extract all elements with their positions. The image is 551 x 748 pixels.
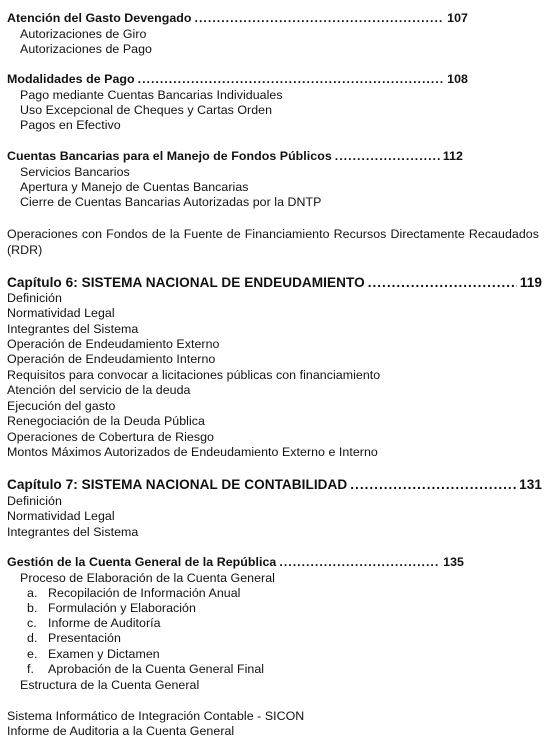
list-item-text: Aprobación de la Cuenta General Final [48, 662, 265, 676]
leader-dots [138, 72, 445, 87]
toc-subitem[interactable]: Definición [7, 291, 62, 305]
toc-subitem[interactable]: Pagos en Efectivo [20, 118, 121, 132]
toc-subitem[interactable]: Servicios Bancarios [20, 165, 130, 179]
toc-subitem[interactable]: Normatividad Legal [7, 306, 115, 320]
toc-entry-title: Atención del Gasto Devengado [7, 11, 192, 25]
toc-subitem[interactable]: Proceso de Elaboración de la Cuenta General [20, 571, 275, 585]
leader-dots [195, 11, 445, 26]
list-item-text: Presentación [48, 631, 121, 645]
toc-entry-title: Gestión de la Cuenta General de la República [7, 555, 277, 569]
toc-subitem[interactable]: Operación de Endeudamiento Interno [7, 352, 216, 366]
toc-subitem[interactable]: Autorizaciones de Pago [20, 42, 152, 56]
toc-entry-title: Cuentas Bancarias para el Manejo de Fondos Públicos [7, 149, 332, 163]
chapter-page-number: 131 [519, 477, 542, 492]
list-item-b[interactable] [27, 601, 196, 616]
chapter-title: Capítulo 7: SISTEMA NACIONAL DE CONTABILIDAD [7, 477, 348, 492]
toc-subitem[interactable]: Renegociación de la Deuda Pública [7, 414, 205, 428]
toc-page-number: 112 [442, 149, 463, 163]
toc-entry-title: Modalidades de Pago [7, 72, 135, 86]
toc-entry-cuenta-general[interactable] [7, 555, 464, 570]
toc-page-number: 107 [447, 11, 468, 25]
list-item-e[interactable] [27, 647, 160, 662]
list-marker: c. [27, 616, 37, 630]
toc-subitem[interactable]: Apertura y Manejo de Cuentas Bancarias [20, 180, 249, 194]
list-item-d[interactable] [27, 631, 121, 646]
toc-entry-operaciones-rdr[interactable]: Operaciones con Fondos de la Fuente de Financiamiento Recursos Directamente Recaudados (RDR) [7, 227, 539, 257]
list-item-f[interactable] [27, 662, 264, 677]
toc-subitem[interactable]: Integrantes del Sistema [7, 525, 139, 539]
chapter-title: Capítulo 6: SISTEMA NACIONAL DE ENDEUDAMIENTO [7, 275, 365, 290]
toc-subitem[interactable]: Definición [7, 494, 62, 508]
toc-page-number: 135 [443, 555, 464, 569]
toc-subitem[interactable]: Pago mediante Cuentas Bancarias Individuales [20, 88, 283, 102]
list-item-text: Informe de Auditoría [48, 616, 161, 630]
list-marker: e. [27, 647, 38, 661]
list-marker: a. [27, 586, 38, 600]
toc-subitem[interactable]: Operaciones de Cobertura de Riesgo [7, 430, 214, 444]
leader-dots [350, 476, 516, 493]
toc-subitem[interactable]: Integrantes del Sistema [7, 322, 139, 336]
toc-subitem[interactable]: Operación de Endeudamiento Externo [7, 337, 220, 351]
toc-subitem[interactable]: Atención del servicio de la deuda [7, 383, 191, 397]
list-marker: b. [27, 601, 38, 615]
toc-entry-cuentas-bancarias[interactable] [7, 149, 463, 164]
leader-dots [279, 555, 440, 570]
toc-subitem[interactable]: Estructura de la Cuenta General [20, 678, 200, 692]
toc-subitem[interactable]: Cierre de Cuentas Bancarias Autorizadas por la DNTP [20, 195, 322, 209]
toc-subitem[interactable]: Requisitos para convocar a licitaciones públicas con financiamiento [7, 368, 381, 382]
leader-dots [335, 149, 440, 164]
chapter-heading-6[interactable] [7, 274, 542, 291]
toc-subitem[interactable]: Normatividad Legal [7, 509, 115, 523]
list-marker: d. [27, 631, 38, 645]
toc-subitem[interactable]: Uso Excepcional de Cheques y Cartas Orden [20, 103, 273, 117]
list-item-c[interactable] [27, 616, 161, 631]
toc-page-number: 108 [447, 72, 468, 86]
list-item-text: Examen y Dictamen [48, 647, 160, 661]
list-marker: f. [27, 662, 34, 676]
chapter-heading-7[interactable] [7, 476, 542, 493]
leader-dots [368, 274, 517, 291]
list-item-text: Recopilación de Información Anual [48, 586, 241, 600]
toc-entry-modalidades-pago[interactable] [7, 72, 468, 87]
toc-entry-sicon[interactable]: Sistema Informático de Integración Contable - SICON [7, 709, 305, 723]
toc-subitem[interactable]: Ejecución del gasto [7, 399, 116, 413]
toc-entry-informe-auditoria[interactable]: Informe de Auditoria a la Cuenta General [7, 724, 235, 738]
toc-subitem[interactable]: Autorizaciones de Giro [20, 27, 147, 41]
list-item-a[interactable] [27, 586, 240, 601]
list-item-text: Formulación y Elaboración [48, 601, 196, 615]
toc-subitem[interactable]: Montos Máximos Autorizados de Endeudamiento Externo e Interno [7, 445, 378, 459]
toc-entry-gasto-devengado[interactable] [7, 11, 468, 26]
chapter-page-number: 119 [519, 275, 542, 290]
